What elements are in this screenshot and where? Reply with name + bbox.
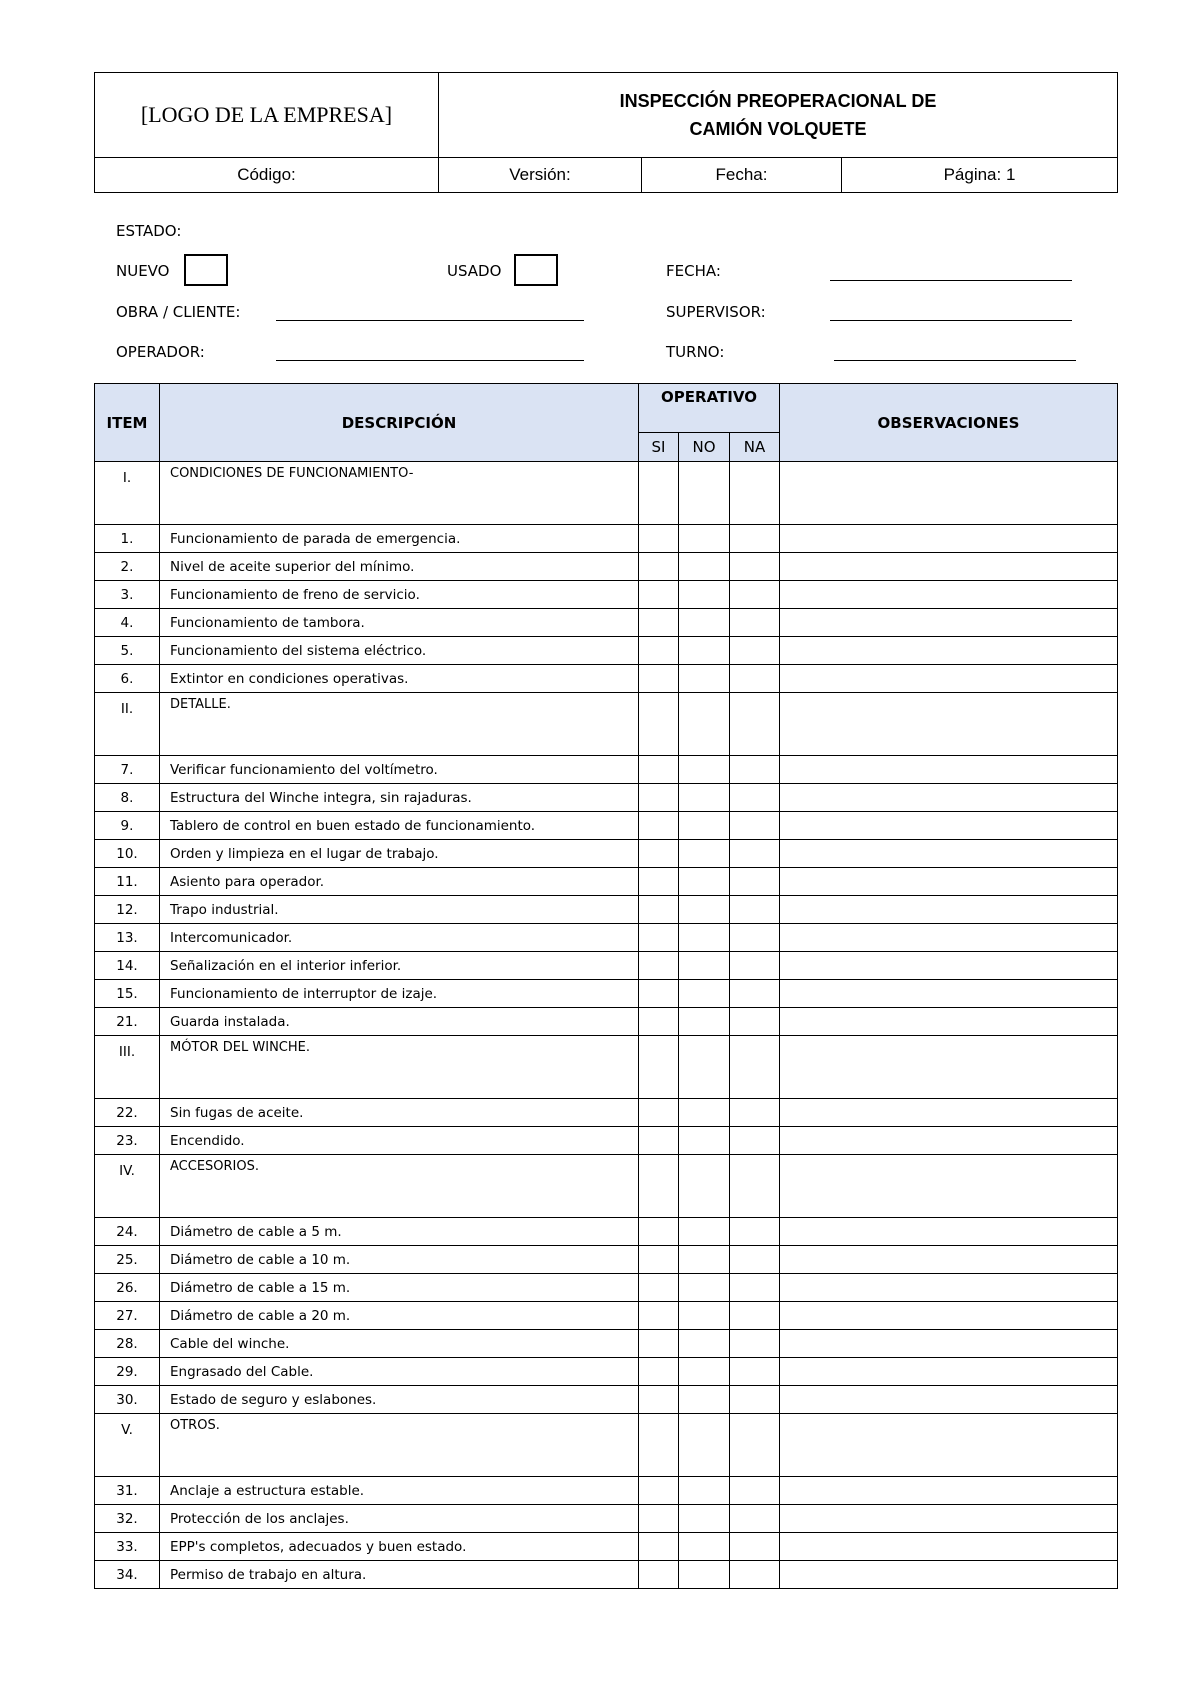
check-si-cell[interactable] [639, 693, 679, 756]
check-no-cell[interactable] [679, 1561, 730, 1589]
check-no-cell[interactable] [679, 1533, 730, 1561]
item-number: 24. [95, 1218, 160, 1246]
item-description: Verificar funcionamiento del voltímetro. [160, 756, 639, 784]
check-si-cell[interactable] [639, 1533, 679, 1561]
item-number: 23. [95, 1127, 160, 1155]
check-no-cell[interactable] [679, 784, 730, 812]
observaciones-cell[interactable] [780, 1246, 1118, 1274]
item-description: Funcionamiento de tambora. [160, 609, 639, 637]
check-na-cell[interactable] [730, 1533, 780, 1561]
item-description: Estado de seguro y eslabones. [160, 1386, 639, 1414]
observaciones-cell[interactable] [780, 1477, 1118, 1505]
check-si-cell[interactable] [639, 1008, 679, 1036]
table-row [95, 1218, 1118, 1246]
table-row [95, 581, 1118, 609]
item-number: 30. [95, 1386, 160, 1414]
item-description: Señalización en el interior inferior. [160, 952, 639, 980]
fecha-input-line[interactable] [830, 280, 1072, 281]
check-no-cell[interactable] [679, 637, 730, 665]
table-row [95, 1246, 1118, 1274]
check-si-cell[interactable] [639, 609, 679, 637]
section-title: CONDICIONES DE FUNCIONAMIENTO- [160, 462, 639, 525]
table-row [95, 609, 1118, 637]
item-description: Funcionamiento de parada de emergencia. [160, 525, 639, 553]
check-si-cell[interactable] [639, 812, 679, 840]
item-number: IV. [95, 1155, 160, 1218]
check-na-cell[interactable] [730, 1099, 780, 1127]
table-row [95, 1302, 1118, 1330]
check-no-cell[interactable] [679, 1246, 730, 1274]
check-na-cell[interactable] [730, 840, 780, 868]
item-description: Permiso de trabajo en altura. [160, 1561, 639, 1589]
check-si-cell[interactable] [639, 1274, 679, 1302]
check-si-cell[interactable] [639, 1561, 679, 1589]
check-si-cell[interactable] [639, 1358, 679, 1386]
item-number: 6. [95, 665, 160, 693]
item-number: 27. [95, 1302, 160, 1330]
item-number: 2. [95, 553, 160, 581]
check-na-cell[interactable] [730, 1008, 780, 1036]
check-na-cell[interactable] [730, 581, 780, 609]
table-row [95, 896, 1118, 924]
observaciones-cell[interactable] [780, 1386, 1118, 1414]
check-no-cell[interactable] [679, 1036, 730, 1099]
observaciones-cell[interactable] [780, 1414, 1118, 1477]
obra-cliente-label: OBRA / CLIENTE: [116, 303, 241, 321]
section-title: OTROS. [160, 1414, 639, 1477]
table-row [95, 1505, 1118, 1533]
item-description: Engrasado del Cable. [160, 1358, 639, 1386]
table-row [95, 553, 1118, 581]
item-number: V. [95, 1414, 160, 1477]
observaciones-cell[interactable] [780, 980, 1118, 1008]
check-no-cell[interactable] [679, 1127, 730, 1155]
item-number: 31. [95, 1477, 160, 1505]
item-description: Nivel de aceite superior del mínimo. [160, 553, 639, 581]
check-si-cell[interactable] [639, 1099, 679, 1127]
check-na-cell[interactable] [730, 637, 780, 665]
check-si-cell[interactable] [639, 1302, 679, 1330]
table-row [95, 637, 1118, 665]
table-row [95, 756, 1118, 784]
observaciones-cell[interactable] [780, 812, 1118, 840]
table-row [95, 1330, 1118, 1358]
check-na-cell[interactable] [730, 812, 780, 840]
check-na-cell[interactable] [730, 784, 780, 812]
section-row [95, 1414, 1118, 1477]
item-description: EPP's completos, adecuados y buen estado. [160, 1533, 639, 1561]
check-no-cell[interactable] [679, 1386, 730, 1414]
section-title: ACCESORIOS. [160, 1155, 639, 1218]
obra-cliente-input-line[interactable] [276, 320, 584, 321]
item-number: 3. [95, 581, 160, 609]
check-no-cell[interactable] [679, 693, 730, 756]
item-number: I. [95, 462, 160, 525]
col-observaciones-header: OBSERVACIONES [780, 384, 1118, 462]
observaciones-cell[interactable] [780, 756, 1118, 784]
check-na-cell[interactable] [730, 1246, 780, 1274]
check-na-cell[interactable] [730, 1358, 780, 1386]
check-no-cell[interactable] [679, 840, 730, 868]
observaciones-cell[interactable] [780, 840, 1118, 868]
col-descripcion-header: DESCRIPCIÓN [160, 384, 639, 462]
usado-checkbox[interactable] [514, 254, 558, 286]
check-no-cell[interactable] [679, 1330, 730, 1358]
table-row [95, 980, 1118, 1008]
item-description: Tablero de control en buen estado de funcionamiento. [160, 812, 639, 840]
item-number: 14. [95, 952, 160, 980]
table-row [95, 1533, 1118, 1561]
check-na-cell[interactable] [730, 1330, 780, 1358]
check-no-cell[interactable] [679, 812, 730, 840]
observaciones-cell[interactable] [780, 868, 1118, 896]
item-number: 11. [95, 868, 160, 896]
section-row [95, 1036, 1118, 1099]
item-description: Anclaje a estructura estable. [160, 1477, 639, 1505]
estado-label: ESTADO: [116, 222, 182, 240]
turno-input-line[interactable] [834, 360, 1076, 361]
check-no-cell[interactable] [679, 952, 730, 980]
item-number: 7. [95, 756, 160, 784]
item-description: Asiento para operador. [160, 868, 639, 896]
item-number: 4. [95, 609, 160, 637]
observaciones-cell[interactable] [780, 896, 1118, 924]
check-na-cell[interactable] [730, 1477, 780, 1505]
col-si-header: SI [639, 433, 679, 462]
check-no-cell[interactable] [679, 665, 730, 693]
observaciones-cell[interactable] [780, 1330, 1118, 1358]
check-no-cell[interactable] [679, 581, 730, 609]
check-na-cell[interactable] [730, 1386, 780, 1414]
check-no-cell[interactable] [679, 1505, 730, 1533]
item-number: 10. [95, 840, 160, 868]
supervisor-label: SUPERVISOR: [666, 303, 766, 321]
check-no-cell[interactable] [679, 1218, 730, 1246]
check-na-cell[interactable] [730, 1127, 780, 1155]
table-row [95, 1561, 1118, 1589]
observaciones-cell[interactable] [780, 525, 1118, 553]
check-si-cell[interactable] [639, 1246, 679, 1274]
item-description: Trapo industrial. [160, 896, 639, 924]
check-na-cell[interactable] [730, 868, 780, 896]
check-na-cell[interactable] [730, 952, 780, 980]
check-si-cell[interactable] [639, 1155, 679, 1218]
title-line-2: CAMIÓN VOLQUETE [689, 119, 867, 139]
observaciones-cell[interactable] [780, 609, 1118, 637]
codigo-cell: Código: [95, 158, 439, 193]
item-number: 26. [95, 1274, 160, 1302]
check-no-cell[interactable] [679, 609, 730, 637]
item-description: Diámetro de cable a 5 m. [160, 1218, 639, 1246]
observaciones-cell[interactable] [780, 693, 1118, 756]
turno-label: TURNO: [666, 343, 725, 361]
section-title: MÓTOR DEL WINCHE. [160, 1036, 639, 1099]
table-row [95, 868, 1118, 896]
observaciones-cell[interactable] [780, 665, 1118, 693]
check-no-cell[interactable] [679, 1358, 730, 1386]
check-na-cell[interactable] [730, 1505, 780, 1533]
check-na-cell[interactable] [730, 1561, 780, 1589]
check-no-cell[interactable] [679, 980, 730, 1008]
item-number: 13. [95, 924, 160, 952]
check-si-cell[interactable] [639, 980, 679, 1008]
check-si-cell[interactable] [639, 1505, 679, 1533]
operador-input-line[interactable] [276, 360, 584, 361]
check-na-cell[interactable] [730, 1155, 780, 1218]
item-description: Diámetro de cable a 20 m. [160, 1302, 639, 1330]
item-description: Guarda instalada. [160, 1008, 639, 1036]
table-row [95, 952, 1118, 980]
check-no-cell[interactable] [679, 1477, 730, 1505]
item-number: III. [95, 1036, 160, 1099]
table-row [95, 665, 1118, 693]
table-row [95, 1386, 1118, 1414]
observaciones-cell[interactable] [780, 1274, 1118, 1302]
item-number: 21. [95, 1008, 160, 1036]
check-na-cell[interactable] [730, 553, 780, 581]
check-na-cell[interactable] [730, 1274, 780, 1302]
table-row [95, 1358, 1118, 1386]
observaciones-cell[interactable] [780, 581, 1118, 609]
title-line-1: INSPECCIÓN PREOPERACIONAL DE [619, 91, 937, 111]
checklist-table [94, 383, 1118, 1589]
observaciones-cell[interactable] [780, 924, 1118, 952]
section-row [95, 693, 1118, 756]
check-no-cell[interactable] [679, 1414, 730, 1477]
check-na-cell[interactable] [730, 462, 780, 525]
item-description: Estructura del Winche integra, sin rajaduras. [160, 784, 639, 812]
observaciones-cell[interactable] [780, 1533, 1118, 1561]
item-number: 15. [95, 980, 160, 1008]
observaciones-cell[interactable] [780, 784, 1118, 812]
table-row [95, 1099, 1118, 1127]
observaciones-cell[interactable] [780, 1099, 1118, 1127]
table-row [95, 1008, 1118, 1036]
check-si-cell[interactable] [639, 1330, 679, 1358]
check-si-cell[interactable] [639, 868, 679, 896]
item-description: Diámetro de cable a 10 m. [160, 1246, 639, 1274]
item-number: 33. [95, 1533, 160, 1561]
item-number: 5. [95, 637, 160, 665]
check-no-cell[interactable] [679, 868, 730, 896]
supervisor-input-line[interactable] [830, 320, 1072, 321]
item-description: Orden y limpieza en el lugar de trabajo. [160, 840, 639, 868]
version-cell: Versión: [439, 158, 642, 193]
item-description: Diámetro de cable a 15 m. [160, 1274, 639, 1302]
col-no-header: NO [679, 433, 730, 462]
check-si-cell[interactable] [639, 784, 679, 812]
check-si-cell[interactable] [639, 924, 679, 952]
section-title: DETALLE. [160, 693, 639, 756]
check-si-cell[interactable] [639, 952, 679, 980]
check-si-cell[interactable] [639, 553, 679, 581]
check-si-cell[interactable] [639, 525, 679, 553]
table-row [95, 1477, 1118, 1505]
table-row [95, 812, 1118, 840]
check-na-cell[interactable] [730, 1036, 780, 1099]
item-number: 28. [95, 1330, 160, 1358]
nuevo-checkbox[interactable] [184, 254, 228, 286]
col-na-header: NA [730, 433, 780, 462]
check-si-cell[interactable] [639, 1218, 679, 1246]
observaciones-cell[interactable] [780, 462, 1118, 525]
table-row [95, 924, 1118, 952]
section-row [95, 1155, 1118, 1218]
check-na-cell[interactable] [730, 665, 780, 693]
item-description: Funcionamiento de freno de servicio. [160, 581, 639, 609]
check-na-cell[interactable] [730, 1414, 780, 1477]
item-description: Cable del winche. [160, 1330, 639, 1358]
item-number: 32. [95, 1505, 160, 1533]
check-si-cell[interactable] [639, 462, 679, 525]
observaciones-cell[interactable] [780, 1358, 1118, 1386]
item-number: 29. [95, 1358, 160, 1386]
item-description: Extintor en condiciones operativas. [160, 665, 639, 693]
item-number: 9. [95, 812, 160, 840]
check-no-cell[interactable] [679, 1099, 730, 1127]
check-si-cell[interactable] [639, 1414, 679, 1477]
check-no-cell[interactable] [679, 896, 730, 924]
observaciones-cell[interactable] [780, 952, 1118, 980]
table-row [95, 1274, 1118, 1302]
item-description: Funcionamiento de interruptor de izaje. [160, 980, 639, 1008]
check-si-cell[interactable] [639, 756, 679, 784]
table-row [95, 525, 1118, 553]
observaciones-cell[interactable] [780, 1127, 1118, 1155]
item-number: 22. [95, 1099, 160, 1127]
check-si-cell[interactable] [639, 896, 679, 924]
table-row [95, 784, 1118, 812]
check-si-cell[interactable] [639, 1386, 679, 1414]
check-no-cell[interactable] [679, 1302, 730, 1330]
check-si-cell[interactable] [639, 1127, 679, 1155]
company-logo-placeholder: [LOGO DE LA EMPRESA] [95, 73, 439, 158]
observaciones-cell[interactable] [780, 1561, 1118, 1589]
operador-label: OPERADOR: [116, 343, 205, 361]
item-number: 25. [95, 1246, 160, 1274]
item-number: II. [95, 693, 160, 756]
check-no-cell[interactable] [679, 924, 730, 952]
check-si-cell[interactable] [639, 637, 679, 665]
check-no-cell[interactable] [679, 553, 730, 581]
check-si-cell[interactable] [639, 1036, 679, 1099]
nuevo-label: NUEVO [116, 262, 170, 280]
check-no-cell[interactable] [679, 1008, 730, 1036]
col-item-header: ITEM [95, 384, 160, 462]
checklist-body [95, 462, 1118, 1589]
check-si-cell[interactable] [639, 581, 679, 609]
check-na-cell[interactable] [730, 756, 780, 784]
fecha-cell: Fecha: [642, 158, 842, 193]
observaciones-cell[interactable] [780, 553, 1118, 581]
check-si-cell[interactable] [639, 840, 679, 868]
usado-label: USADO [447, 262, 502, 280]
col-operativo-header: OPERATIVO [639, 384, 780, 433]
observaciones-cell[interactable] [780, 1505, 1118, 1533]
check-na-cell[interactable] [730, 693, 780, 756]
observaciones-cell[interactable] [780, 637, 1118, 665]
check-na-cell[interactable] [730, 525, 780, 553]
check-no-cell[interactable] [679, 756, 730, 784]
table-row [95, 1127, 1118, 1155]
check-no-cell[interactable] [679, 462, 730, 525]
check-na-cell[interactable] [730, 609, 780, 637]
item-number: 34. [95, 1561, 160, 1589]
item-description: Sin fugas de aceite. [160, 1099, 639, 1127]
check-si-cell[interactable] [639, 665, 679, 693]
check-no-cell[interactable] [679, 1274, 730, 1302]
item-description: Encendido. [160, 1127, 639, 1155]
item-description: Intercomunicador. [160, 924, 639, 952]
item-description: Funcionamiento del sistema eléctrico. [160, 637, 639, 665]
observaciones-cell[interactable] [780, 1218, 1118, 1246]
check-no-cell[interactable] [679, 1155, 730, 1218]
fecha-label: FECHA: [666, 262, 721, 280]
observaciones-cell[interactable] [780, 1008, 1118, 1036]
observaciones-cell[interactable] [780, 1036, 1118, 1099]
check-na-cell[interactable] [730, 1218, 780, 1246]
observaciones-cell[interactable] [780, 1155, 1118, 1218]
item-number: 8. [95, 784, 160, 812]
inspection-fields [0, 0, 1200, 380]
table-row [95, 840, 1118, 868]
pagina-cell: Página: 1 [842, 158, 1118, 193]
check-na-cell[interactable] [730, 980, 780, 1008]
item-description: Protección de los anclajes. [160, 1505, 639, 1533]
observaciones-cell[interactable] [780, 1302, 1118, 1330]
check-si-cell[interactable] [639, 1477, 679, 1505]
check-na-cell[interactable] [730, 1302, 780, 1330]
check-na-cell[interactable] [730, 896, 780, 924]
item-number: 1. [95, 525, 160, 553]
item-number: 12. [95, 896, 160, 924]
check-no-cell[interactable] [679, 525, 730, 553]
check-na-cell[interactable] [730, 924, 780, 952]
section-row [95, 462, 1118, 525]
